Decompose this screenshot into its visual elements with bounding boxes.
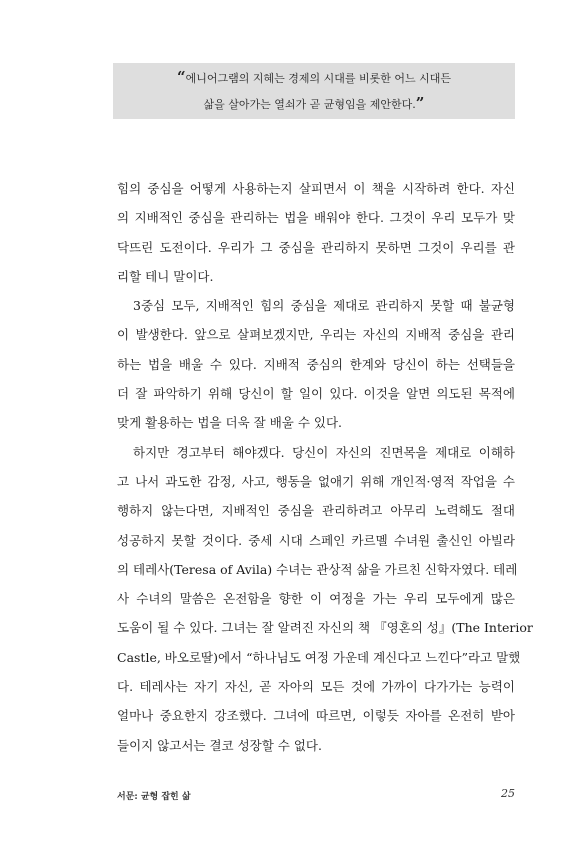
body-line: 의 테레사(Teresa of Avila) 수녀는 관상적 삶을 가르친 신학자였다. 테레: [117, 561, 518, 577]
body-text: [117, 174, 533, 760]
body-line: 리할 테니 말이다.: [117, 268, 214, 284]
open-quote-mark: “: [176, 68, 186, 86]
body-line: 들이지 않고서는 결코 성장할 수 없다.: [117, 737, 322, 753]
close-quote-mark: ”: [415, 94, 425, 112]
body-line: 얼마나 중요한지 강조했다. 그녀에 따르면, 이렇듯 자아를 온전히 받아: [117, 708, 515, 724]
body-line: 고 나서 과도한 감정, 사고, 행동을 없애기 위해 개인적·영적 작업을 수: [117, 473, 515, 489]
pull-quote-line-1: [177, 65, 451, 91]
pull-quote-line-2: [204, 91, 425, 117]
body-line: 사 수녀의 말씀은 온전함을 향한 이 여정을 가는 우리 모두에게 많은: [117, 591, 515, 607]
pull-quote-text-1: 에니어그램의 지혜는 경제의 시대를 비롯한 어느 시대든: [185, 72, 452, 85]
page-number: 25: [501, 787, 515, 800]
body-line: 힘의 중심을 어떻게 사용하는지 살피면서 이 책을 시작하려 한다. 자신: [117, 181, 515, 196]
body-line: 하는 법을 배울 수 있다. 지배적 중심의 한계와 당신이 하는 선택들을: [117, 356, 515, 372]
body-line: 닥뜨린 도전이다. 우리가 그 중심을 관리하지 못하면 그것이 우리를 관: [117, 239, 515, 255]
running-footer-title: 서문: 균형 잡힌 삶: [117, 792, 191, 802]
body-line: 맞게 활용하는 법을 더욱 잘 배울 수 있다.: [117, 415, 342, 431]
body-line: 도움이 될 수 있다. 그녀는 잘 알려진 자신의 책 『영혼의 성』(The Interior: [117, 620, 533, 636]
body-line: 다. 테레사는 자기 자신, 곧 자아의 모든 것에 가까이 다가가는 능력이: [117, 679, 515, 695]
body-line: 성공하지 못할 것이다. 중세 시대 스페인 카르멜 수녀원 출신인 아빌라: [117, 532, 515, 548]
body-line: 의 지배적인 중심을 관리하는 법을 배워야 한다. 그것이 우리 모두가 맞: [117, 210, 515, 226]
body-line: Castle, 바오로딸)에서 “하나님도 여정 가운데 계신다고 느낀다”라고 말했: [117, 649, 521, 665]
pull-quote: [113, 63, 515, 119]
body-line: 이 발생한다. 앞으로 살펴보겠지만, 우리는 자신의 지배적 중심을 관리: [117, 327, 515, 343]
pull-quote-text-2: 삶을 살아가는 열쇠가 곧 균형임을 제안한다.: [203, 98, 416, 111]
body-line: 행하지 않는다면, 지배적인 중심을 관리하려고 아무리 노력해도 절대: [117, 503, 515, 519]
body-line: 3중심 모두, 지배적인 힘의 중심을 제대로 관리하지 못할 때 불균형: [133, 298, 515, 314]
body-line: 하지만 경고부터 해야겠다. 당신이 자신의 진면목을 제대로 이해하: [133, 444, 515, 460]
body-line: 더 잘 파악하기 위해 당신이 할 일이 있다. 이것을 알면 의도된 목적에: [117, 386, 515, 402]
